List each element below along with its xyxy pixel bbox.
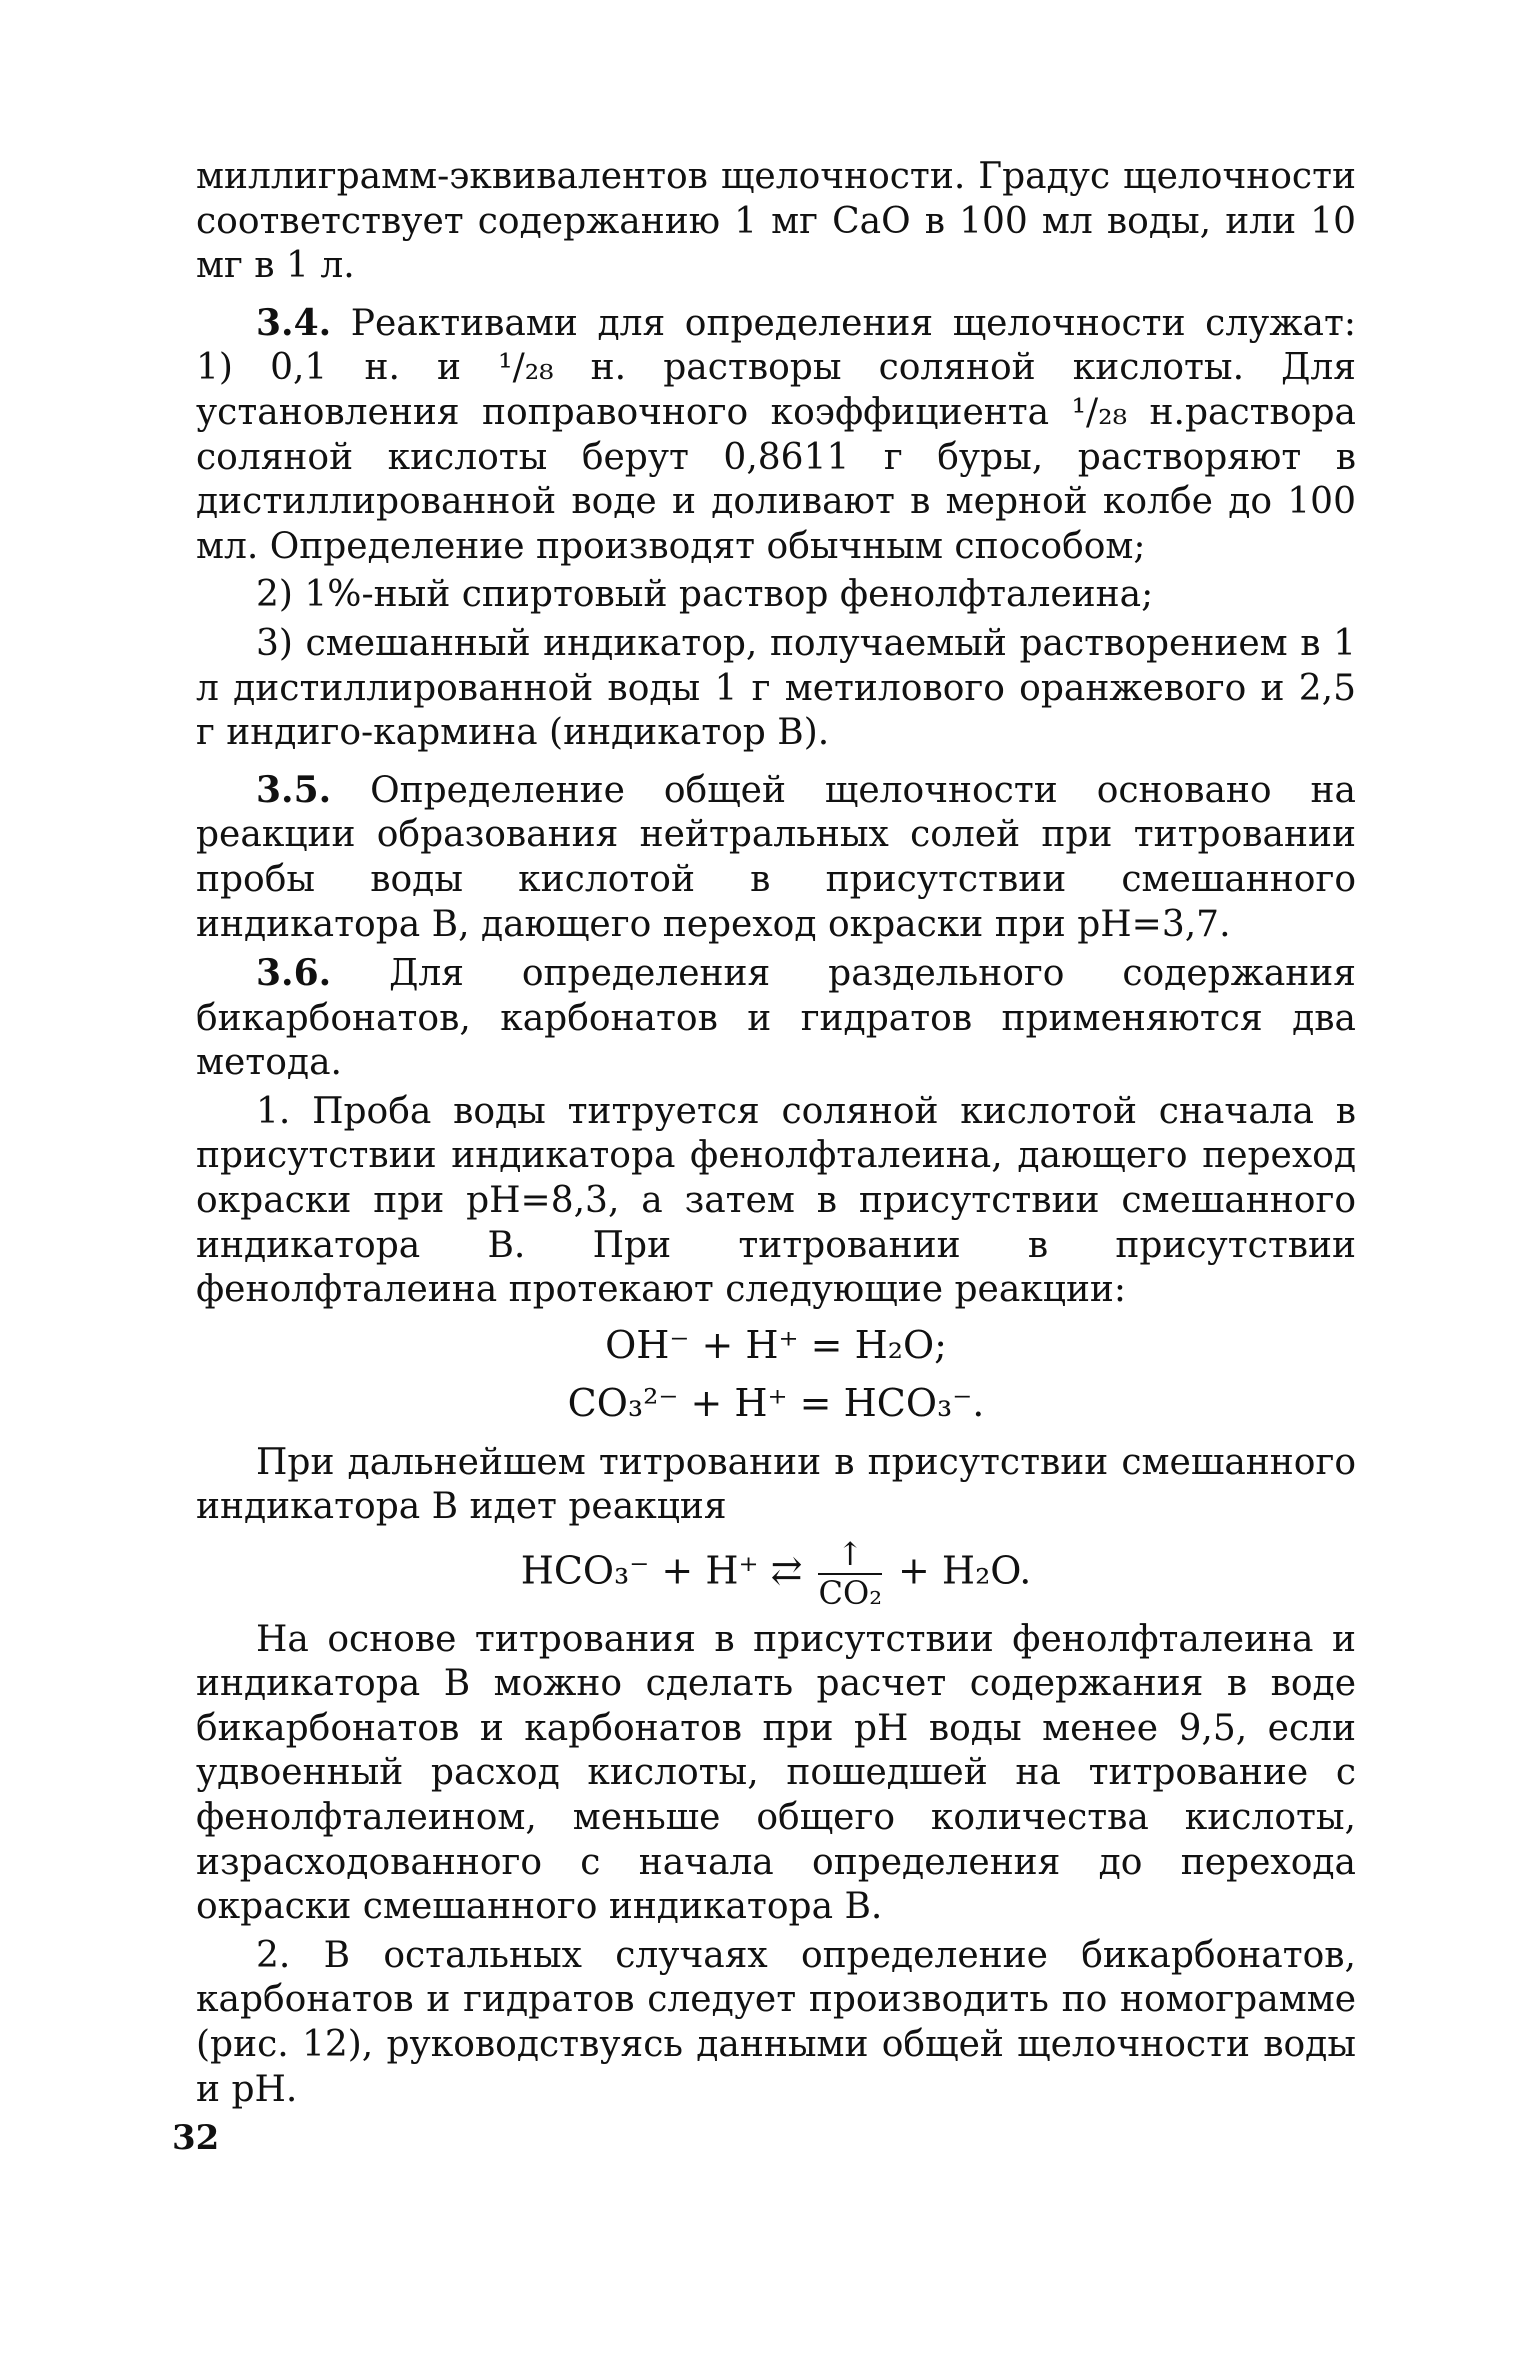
paragraph-3-6-text: Для определения раздельного содержания бикарбонатов, карбонатов и гидратов применяются два метода. — [196, 953, 1356, 1084]
co2-formula: CO₂ — [818, 1573, 883, 1612]
paragraph-further-titration: При дальнейшем титровании в присутствии смешанного индикатора В идет реакция — [196, 1441, 1356, 1528]
paragraph-3-5-text: Определение общей щелочности основано на реакции образования нейтральных солей при титровании пробы воды кислотой в присутствии смешанного индикатора В, дающего переход окраски при pH=3,7. — [196, 769, 1356, 945]
co2-gas-fraction — [818, 1536, 882, 1612]
gas-arrow-icon: ↑ — [818, 1536, 882, 1575]
paragraph-method-2: 2. В остальных случаях определение бикарбонатов, карбонатов и гидратов следует производить по номограмме (рис. 12), руководствуясь данными общей щелочности воды и pH. — [196, 1934, 1356, 2110]
paragraph-3-6 — [196, 951, 1356, 1086]
section-number-3-6: 3.6. — [256, 952, 332, 995]
section-number-3-4: 3.4. — [256, 301, 332, 344]
equation-carbonate: CO₃²⁻ + H⁺ = HCO₃⁻. — [567, 1380, 985, 1425]
paragraph-3-4-text: Реактивами для определения щелочности служат: 1) 0,1 н. и ¹/₂₈ н. растворы соляной кислоты. Для установления поправочного коэффициента ¹/₂₈ н.раствора соляной кислоты берут 0,8611 г буры, растворяют в дистиллированной воде и доливают в мерной колбе до 100 мл. Определение производят обычным способом; — [196, 302, 1356, 567]
page-number: 32 — [172, 2118, 220, 2158]
paragraph-reagent-2: 2) 1%-ный спиртовый раствор фенолфталеина; — [256, 574, 1154, 616]
paragraph-method-1: 1. Проба воды титруется соляной кислотой сначала в присутствии индикатора фенолфталеина, дающего переход окраски при pH=8,3, а затем в присутствии смешанного индикатора В. При титровании в присутствии фенолфталеина протекают следующие реакции: — [196, 1090, 1356, 1311]
paragraph-3-5 — [196, 768, 1356, 947]
equation-hydroxide: OH⁻ + H⁺ = H₂O; — [605, 1322, 947, 1367]
section-number-3-5: 3.5. — [256, 768, 332, 811]
paragraph-reagent-3: 3) смешанный индикатор, получаемый растворением в 1 л дистиллированной воды 1 г метилового оранжевого и 2,5 г индиго-кармина (индикатор В). — [196, 622, 1356, 754]
text-column — [196, 155, 1356, 2116]
equation-bicarbonate — [196, 1536, 1356, 1612]
equation-bicarbonate-left: HCO₃⁻ + H⁺ ⇄ — [520, 1548, 803, 1593]
paragraph-3-4 — [196, 301, 1356, 570]
equation-bicarbonate-right: + H₂O. — [898, 1548, 1032, 1593]
paragraph-calculation: На основе титрования в присутствии фенолфталеина и индикатора В можно сделать расчет содержания в воде бикарбонатов и карбонатов при pH воды менее 9,5, если удвоенный расход кислоты, пошедшей на титрование с фенолфталеином, меньше общего количества кислоты, израсходованного с начала определения до перехода окраски смешанного индикатора В. — [196, 1618, 1356, 1928]
paragraph-alkalinity-degree: миллиграмм-эквивалентов щелочности. Градус щелочности соответствует содержанию 1 мг CaO в 100 мл воды, или 10 мг в 1 л. — [196, 156, 1356, 287]
